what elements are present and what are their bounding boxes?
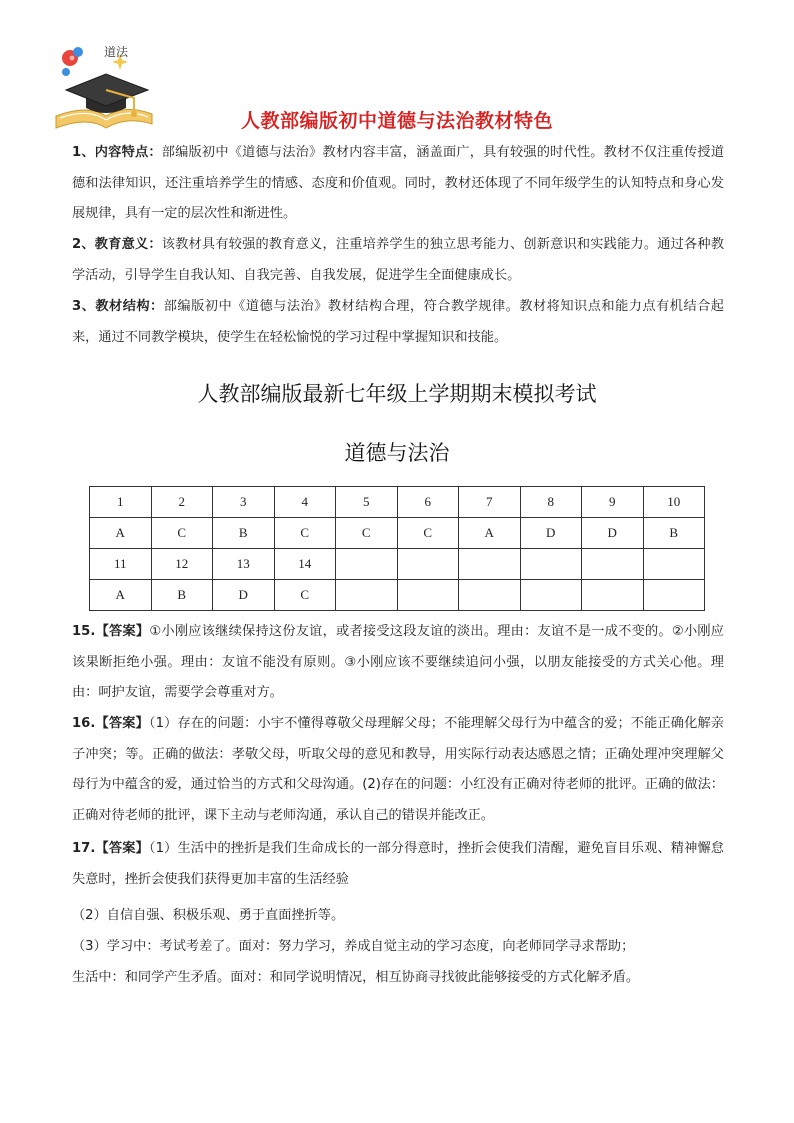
answer-text: （1）生活中的挫折是我们生命成长的一部分得意时，挫折会使我们清醒，避免盲目乐观、精神懈怠失意时，挫折会使我们获得更加丰富的生活经验 xyxy=(72,841,724,887)
answer-16 xyxy=(72,709,724,831)
answer-label: 【答案】 xyxy=(95,624,150,639)
table-cell: B xyxy=(213,518,275,549)
logo-label: 道法 xyxy=(104,45,129,59)
feature-text: 部编版初中《道德与法治》教材结构合理，符合教学规律。教材将知识点和能力点有机结合起来，通过不同教学模块，使学生在轻松愉悦的学习过程中掌握知识和技能。 xyxy=(72,299,724,345)
table-cell: B xyxy=(643,518,705,549)
table-cell: 6 xyxy=(397,487,459,518)
answer-15 xyxy=(72,617,724,709)
table-cell: C xyxy=(151,518,213,549)
answer-label: 【答案】 xyxy=(95,841,149,856)
table-cell xyxy=(643,549,705,580)
answer-text: ①小刚应该继续保持这份友谊，或者接受这段友谊的淡出。理由：友谊不是一成不变的。②小刚应该果断拒绝小强。理由：友谊不能没有原则。③小刚应该不要继续追问小强，以朋友能接受的方式关心他。理由：呵护友谊，需要学会尊重对方。 xyxy=(72,624,724,700)
answer-table xyxy=(89,486,705,611)
table-cell xyxy=(336,580,398,611)
table-cell: 1 xyxy=(90,487,152,518)
table-cell xyxy=(582,580,644,611)
table-cell xyxy=(582,549,644,580)
table-cell xyxy=(397,580,459,611)
answer-17 xyxy=(72,834,724,895)
table-cell: 11 xyxy=(90,549,152,580)
answer-num: 16. xyxy=(72,716,96,731)
table-cell xyxy=(520,549,582,580)
table-cell: 13 xyxy=(213,549,275,580)
feature-paragraph-1 xyxy=(72,138,724,230)
table-cell: C xyxy=(274,518,336,549)
feature-label: 内容特点： xyxy=(94,145,162,160)
table-cell: D xyxy=(582,518,644,549)
table-cell: 10 xyxy=(643,487,705,518)
table-row xyxy=(90,487,705,518)
table-cell: A xyxy=(90,518,152,549)
answer-num: 17. xyxy=(72,841,96,856)
table-row xyxy=(90,580,705,611)
table-cell: 12 xyxy=(151,549,213,580)
feature-paragraph-3 xyxy=(72,292,724,353)
answer-text: （1）存在的问题：小宇不懂得尊敬父母理解父母；不能理解父母行为中蕴含的爱；不能正确化解亲子冲突；等。正确的做法：孝敬父母，听取父母的意见和教导，用实际行动表达感恩之情；正确处理冲突理解父母行为中蕴含的爱，通过恰当的方式和父母沟通。(2)存在的问题：小红没有正确对待老师的批评。正确的做法：正确对待老师的批评，课下主动与老师沟通，承认自己的错误并能改正。 xyxy=(72,716,724,823)
page-title: 人教部编版初中道德与法治教材特色 xyxy=(240,110,553,132)
table-cell: 3 xyxy=(213,487,275,518)
table-cell xyxy=(643,580,705,611)
feature-text: 部编版初中《道德与法治》教材内容丰富，涵盖面广，具有较强的时代性。教材不仅注重传授道德和法律知识，还注重培养学生的情感、态度和价值观。同时，教材还体现了不同年级学生的认知特点和身心发展规律，具有一定的层次性和渐进性。 xyxy=(72,145,725,221)
feature-num: 3、 xyxy=(72,299,96,314)
table-cell xyxy=(520,580,582,611)
table-row xyxy=(90,518,705,549)
table-cell xyxy=(397,549,459,580)
feature-label: 教材结构： xyxy=(95,299,164,314)
feature-num: 2、 xyxy=(72,237,95,252)
table-cell: 7 xyxy=(459,487,521,518)
table-cell: C xyxy=(336,518,398,549)
answer-17-part4: 生活中：和同学产生矛盾。面对：和同学说明情况，相互协商寻找彼此能够接受的方式化解矛盾。 xyxy=(72,970,640,985)
answer-num: 15. xyxy=(72,624,96,639)
table-cell xyxy=(336,549,398,580)
table-cell: 8 xyxy=(520,487,582,518)
exam-title: 人教部编版最新七年级上学期期末模拟考试 xyxy=(197,382,597,406)
table-cell xyxy=(459,549,521,580)
feature-text: 该教材具有较强的教育意义，注重培养学生的独立思考能力、创新意识和实践能力。通过各种教学活动，引导学生自我认知、自我完善、自我发展，促进学生全面健康成长。 xyxy=(72,237,725,283)
table-cell: 2 xyxy=(151,487,213,518)
feature-label: 教育意义： xyxy=(94,237,162,252)
table-cell: C xyxy=(397,518,459,549)
table-cell: 14 xyxy=(274,549,336,580)
table-cell: B xyxy=(151,580,213,611)
table-cell xyxy=(459,580,521,611)
feature-num: 1、 xyxy=(72,145,95,160)
exam-subject: 道德与法治 xyxy=(344,441,450,465)
table-cell: 5 xyxy=(336,487,398,518)
table-cell: A xyxy=(459,518,521,549)
answer-label: 【答案】 xyxy=(95,716,149,731)
table-cell: C xyxy=(274,580,336,611)
answer-17-part3: （3）学习中：考试考差了。面对：努力学习，养成自觉主动的学习态度，向老师同学寻求帮助； xyxy=(72,939,635,954)
feature-paragraph-2 xyxy=(72,230,724,291)
answer-17-part2: （2）自信自强、积极乐观、勇于直面挫折等。 xyxy=(72,908,345,923)
table-cell: D xyxy=(213,580,275,611)
table-row xyxy=(90,549,705,580)
table-cell: D xyxy=(520,518,582,549)
table-cell: 9 xyxy=(582,487,644,518)
table-cell: 4 xyxy=(274,487,336,518)
table-cell: A xyxy=(90,580,152,611)
